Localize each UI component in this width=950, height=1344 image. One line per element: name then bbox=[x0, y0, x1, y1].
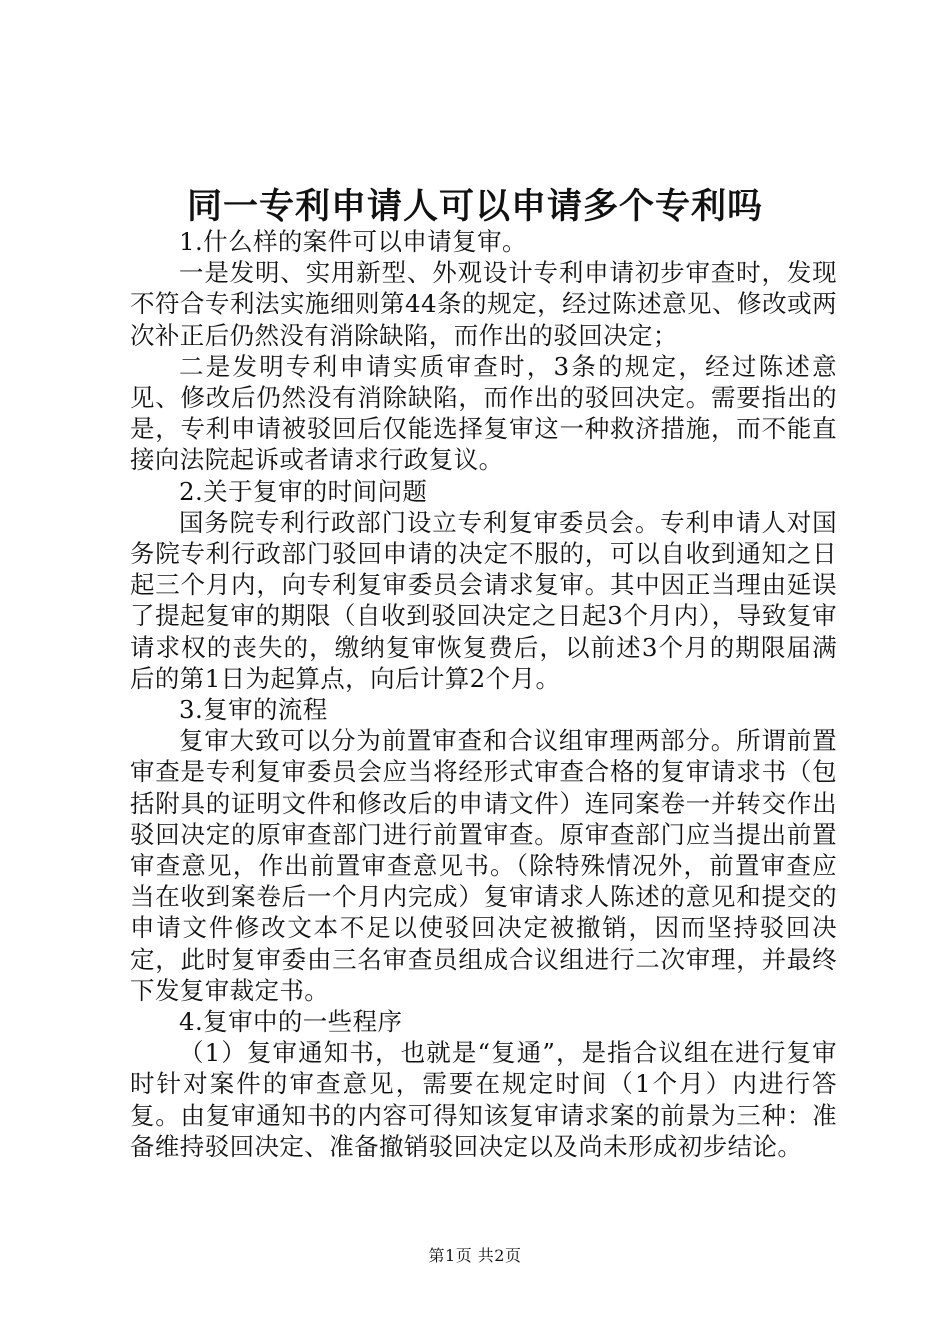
document-title: 同一专利申请人可以申请多个专利吗 bbox=[186, 186, 763, 227]
section-1-paragraph-1: 一是发明、实用新型、外观设计专利申请初步审查时，发现不符合专利法实施细则第44条的规定，经过陈述意见、修改或两次补正后仍然没有消除缺陷，而作出的驳回决定； bbox=[130, 258, 837, 350]
section-2-paragraph-1: 国务院专利行政部门设立专利复审委员会。专利申请人对国务院专利行政部门驳回申请的决定不服的，可以自收到通知之日起三个月内，向专利复审委员会请求复审。其中因正当理由延误了提起复审的期限（自收到驳回决定之日起3个月内），导致复审请求权的丧失的，缴纳复审恢复费后，以前述3个月的期限届满后的第1日为起算点，向后计算2个月。 bbox=[130, 507, 837, 693]
section-heading-3: 3.复审的流程 bbox=[179, 695, 328, 725]
section-heading-4: 4.复审中的一些程序 bbox=[179, 1007, 403, 1037]
section-heading-2: 2.关于复审的时间问题 bbox=[179, 476, 428, 506]
section-1-paragraph-2: 二是发明专利申请实质审查时，3条的规定，经过陈述意见、修改后仍然没有消除缺陷，而作出的驳回决定。需要指出的是，专利申请被驳回后仅能选择复审这一种救济措施，而不能直接向法院起诉或者请求行政复议。 bbox=[130, 351, 837, 475]
section-heading-1: 1.什么样的案件可以申请复审。 bbox=[179, 227, 527, 256]
document-body bbox=[130, 226, 837, 1162]
section-4-paragraph-1: （1）复审通知书，也就是“复通”，是指合议组在进行复审时针对案件的审查意见，需要在规定时间（1个月）内进行答复。由复审通知书的内容可得知该复审请求案的前景为三种：准备维持驳回决定、准备撤销驳回决定以及尚未形成初步结论。 bbox=[130, 1038, 837, 1161]
section-3-paragraph-1: 复审大致可以分为前置审查和合议组审理两部分。所谓前置审查是专利复审委员会应当将经形式审查合格的复审请求书（包括附具的证明文件和修改后的申请文件）连同案卷一并转交作出驳回决定的原审查部门进行前置审查。原审查部门应当提出前置审查意见，作出前置审查意见书。（除特殊情况外，前置审查应当在收到案卷后一个月内完成）复审请求人陈述的意见和提交的申请文件修改文本不足以使驳回决定被撤销，因而坚持驳回决定，此时复审委由三名审查员组成合议组进行二次审理，并最终下发复审裁定书。 bbox=[130, 726, 837, 1005]
page-number-footer: 第1页 共2页 bbox=[428, 1246, 522, 1265]
